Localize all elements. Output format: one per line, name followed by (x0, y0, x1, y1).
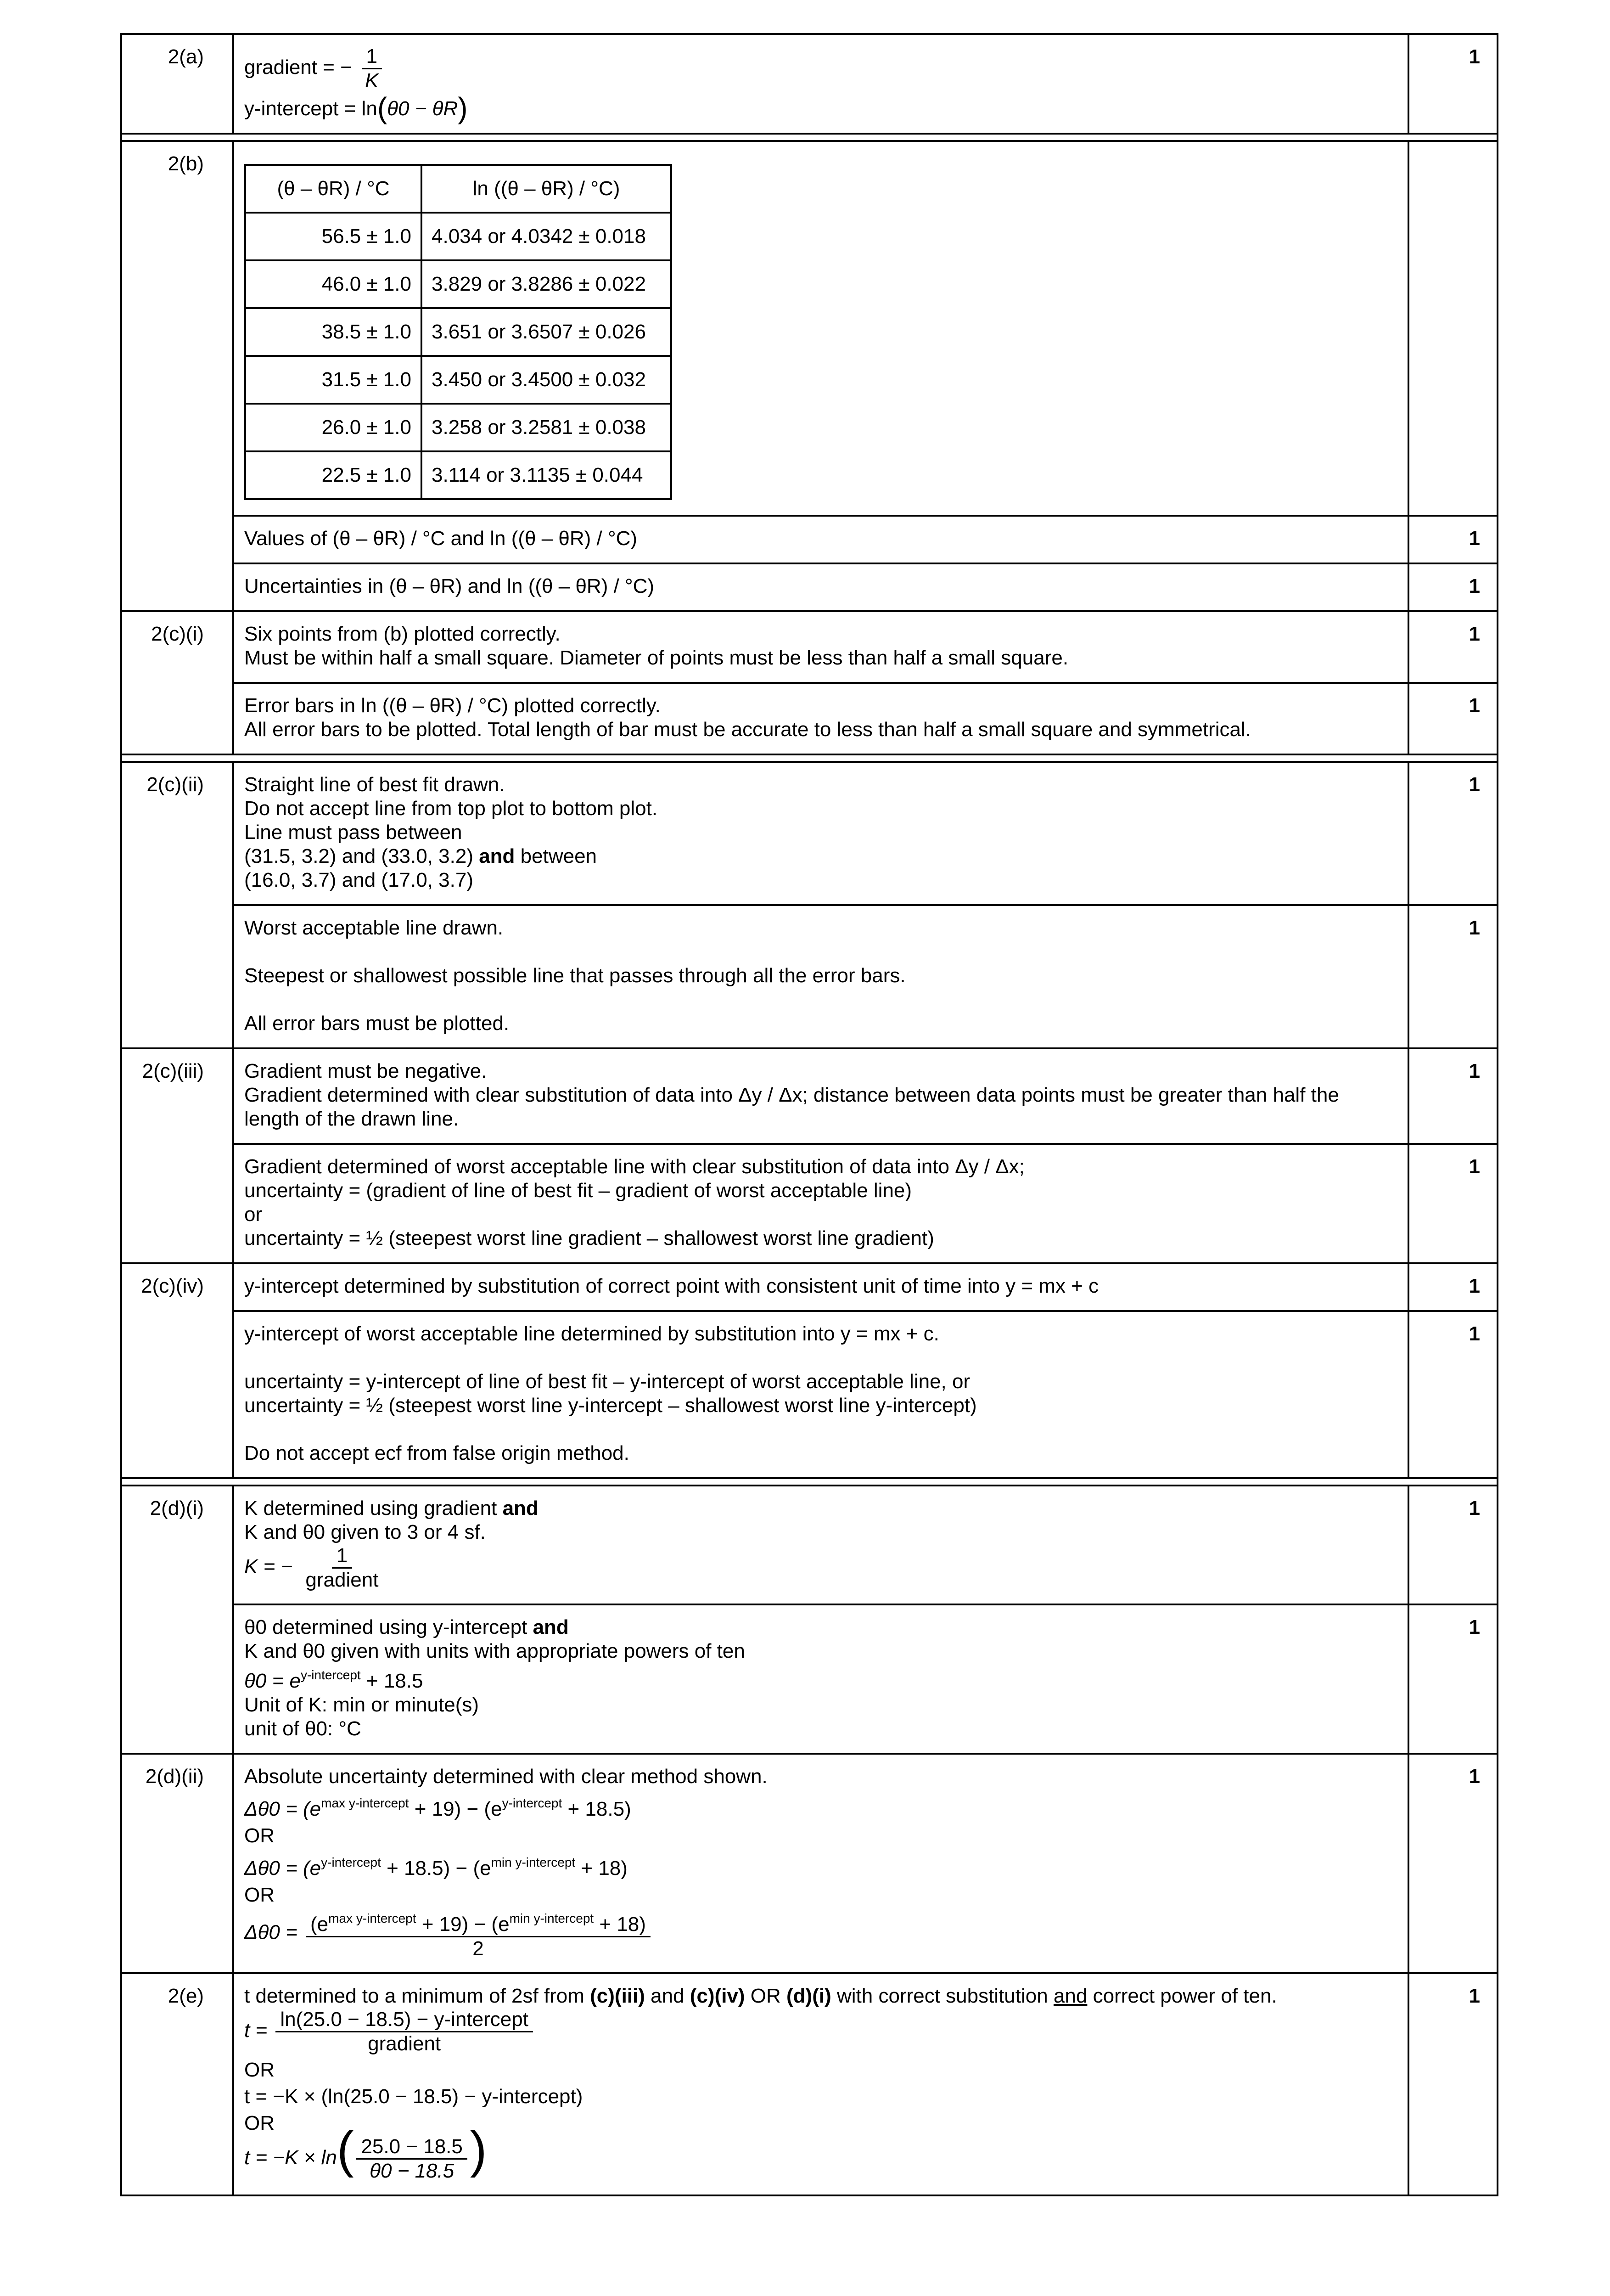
fraction: $\frac{(e^{max y-intercept} + 19) - (e^{min y-intercept} + 18)}{2}$ (306, 1907, 651, 1960)
question-number: 2(c)(ii) (121, 762, 233, 1048)
answer-cell: Six points from (b) plotted correctly. Must be within half a small square. Diameter of points must be less than half a small square. (233, 611, 1408, 683)
k-equation: K = − $\frac{1}{\text{gradient}}$ (244, 1544, 1397, 1592)
table-row: 46.0 ± 1.0 3.829 or 3.8286 ± 0.022 (245, 260, 671, 308)
gradient-expression: gradient = − $\frac{1}{K}$ (244, 45, 1397, 92)
question-number: 2(e) (121, 1973, 233, 2195)
answer-cell: t determined to a minimum of 2sf from (c)(iii) and (c)(iv) OR (d)(i) with correct substitution and correct power of ten. t = $\frac{\text{ln(25.0 − 18.5) − y-intercept}}{\text{gradient}}$ OR t = −K × (ln(25.0 − 18.5) − y-intercept) OR t = −K × ln( $\frac{25.0 - 18.5}{\theta 0 - 18.5}$ ) (233, 1973, 1408, 2195)
mark: 1 (1408, 905, 1498, 1048)
answer-cell: K determined using gradient and K and θ0 given to 3 or 4 sf. K = − $\frac{1}{\text{gradient}}$ (233, 1486, 1408, 1604)
mark: 1 (1408, 1263, 1498, 1311)
question-number: 2(c)(iii) (121, 1048, 233, 1263)
row-2b (121, 141, 1498, 516)
question-number: 2(c)(iv) (121, 1263, 233, 1478)
row-2civ (121, 1263, 1498, 1311)
answer-cell (233, 34, 1408, 134)
row-2b-uncertainties (121, 563, 1498, 611)
time-equation-3: t = −K × ln( $\frac{25.0 - 18.5}{\theta 0 - 18.5}$ ) (244, 2122, 487, 2182)
answer-text: Uncertainties in (θ – θR) and ln ((θ – θR) / °C) (233, 563, 1408, 611)
row-2ci-b (121, 683, 1498, 754)
mark: 1 (1408, 1144, 1498, 1263)
row-2a (121, 34, 1498, 134)
data-table (244, 164, 672, 500)
answer-cell: Straight line of best fit drawn. Do not accept line from top plot to bottom plot. Line must pass between (31.5, 3.2) and (33.0, 3.2) and between (16.0, 3.7) and (17.0, 3.7) (233, 762, 1408, 905)
answer-cell (233, 141, 1408, 516)
answer-cell: Gradient must be negative. Gradient determined with clear substitution of data into Δy / Δx; distance between data points must be greater than half the length of the drawn line. (233, 1048, 1408, 1144)
uncertainty-equation-2: $\Delta\theta 0 = (e^{y-intercept} + 18.5) - (e^{min y-intercept} + 18)$ (244, 1855, 628, 1880)
answer-cell: y-intercept of worst acceptable line determined by substitution into y = mx + c. uncertainty = y-intercept of line of best fit – y-intercept of worst acceptable line, or uncertainty = ½ (steepest worst line y-intercept – shallowest worst line y-intercept) Do not accept ecf from false origin method. (233, 1311, 1408, 1478)
row-2ciii (121, 1048, 1498, 1144)
row-2cii (121, 762, 1498, 905)
theta-equation: $\theta 0 = e^{y-intercept} + 18.5$ (244, 1668, 423, 1692)
mark: 1 (1408, 1486, 1498, 1604)
row-2ciii-b (121, 1144, 1498, 1263)
mark (1408, 141, 1498, 516)
table-row: 26.0 ± 1.0 3.258 or 3.2581 ± 0.038 (245, 404, 671, 451)
answer-cell: Absolute uncertainty determined with clear method shown. $\Delta\theta 0 = (e^{max y-intercept} + 19) - (e^{y-intercept} + 18.5)$ OR $\Delta\theta 0 = (e^{y-intercept} + 18.5) - (e^{min y-intercept} + 18)$ OR Δθ0 = $\frac{(e^{max y-intercept} + 19) - (e^{min y-intercept} + 18)}{2}$ (233, 1754, 1408, 1973)
table-row: 38.5 ± 1.0 3.651 or 3.6507 ± 0.026 (245, 308, 671, 356)
answer-text: Values of (θ – θR) / °C and ln ((θ – θR) / °C) (233, 516, 1408, 563)
answer-cell: Gradient determined of worst acceptable line with clear substitution of data into Δy / Δx; uncertainty = (gradient of line of best fit – gradient of worst acceptable line) or uncertainty = ½ (steepest worst line gradient – shallowest worst line gradient) (233, 1144, 1408, 1263)
row-separator (121, 754, 1498, 762)
mark: 1 (1408, 1973, 1498, 2195)
answer-cell: y-intercept determined by substitution of correct point with consistent unit of time into y = mx + c (233, 1263, 1408, 1311)
row-separator (121, 1478, 1498, 1486)
row-2cii-b (121, 905, 1498, 1048)
row-2e (121, 1973, 1498, 2195)
column-header: ln ((θ – θR) / °C) (421, 165, 671, 213)
answer-cell: Worst acceptable line drawn. Steepest or shallowest possible line that passes through all the error bars. All error bars must be plotted. (233, 905, 1408, 1048)
question-number: 2(d)(ii) (121, 1754, 233, 1973)
fraction: $\frac{\text{ln(25.0 − 18.5) − y-intercept}}{\text{gradient}}$ (275, 2008, 533, 2055)
mark: 1 (1408, 1048, 1498, 1144)
mark: 1 (1408, 34, 1498, 134)
fraction: $\frac{25.0 - 18.5}{\theta 0 - 18.5}$ (356, 2135, 467, 2183)
mark: 1 (1408, 683, 1498, 754)
table-row: 22.5 ± 1.0 3.114 or 3.1135 ± 0.044 (245, 451, 671, 499)
answer-cell: θ0 determined using y-intercept and K and θ0 given with units with appropriate powers of ten $\theta 0 = e^{y-intercept} + 18.5$ Unit of K: min or minute(s) unit of θ0: °C (233, 1604, 1408, 1754)
table-row: 56.5 ± 1.0 4.034 or 4.0342 ± 0.018 (245, 213, 671, 260)
uncertainty-equation-3: Δθ0 = $\frac{(e^{max y-intercept} + 19) - (e^{min y-intercept} + 18)}{2}$ (244, 1907, 1397, 1960)
fraction: $\frac{1}{K}$ (360, 45, 383, 92)
column-header: (θ – θR) / °C (245, 165, 421, 213)
row-2di-b (121, 1604, 1498, 1754)
mark: 1 (1408, 611, 1498, 683)
row-2dii (121, 1754, 1498, 1973)
row-2b-values (121, 516, 1498, 563)
row-separator (121, 134, 1498, 141)
row-2ci (121, 611, 1498, 683)
mark-scheme-page (120, 33, 1498, 2196)
question-number: 2(a) (121, 34, 233, 134)
uncertainty-equation-1: $\Delta\theta 0 = (e^{max y-intercept} + 19) - (e^{y-intercept} + 18.5)$ (244, 1796, 631, 1820)
mark-scheme-table (120, 33, 1498, 2196)
fraction: $\frac{1}{\text{gradient}}$ (305, 1544, 379, 1591)
mark: 1 (1408, 563, 1498, 611)
y-intercept-expression: y-intercept = ln(θ0 − θR) (244, 91, 468, 124)
time-equation-2: t = −K × (ln(25.0 − 18.5) − y-intercept) (244, 2085, 583, 2108)
time-equation-1: t = $\frac{\text{ln(25.0 − 18.5) − y-intercept}}{\text{gradient}}$ (244, 2008, 1397, 2055)
mark: 1 (1408, 1311, 1498, 1478)
answer-cell: Error bars in ln ((θ – θR) / °C) plotted correctly. All error bars to be plotted. Total length of bar must be accurate to less than half a small square and symmetrical. (233, 683, 1408, 754)
question-number: 2(b) (121, 141, 233, 611)
table-row: 31.5 ± 1.0 3.450 or 3.4500 ± 0.032 (245, 356, 671, 404)
mark: 1 (1408, 516, 1498, 563)
mark: 1 (1408, 1754, 1498, 1973)
question-number: 2(d)(i) (121, 1486, 233, 1754)
mark: 1 (1408, 762, 1498, 905)
mark: 1 (1408, 1604, 1498, 1754)
data-table-header (245, 165, 671, 213)
row-2di (121, 1486, 1498, 1604)
question-number: 2(c)(i) (121, 611, 233, 754)
row-2civ-b (121, 1311, 1498, 1478)
